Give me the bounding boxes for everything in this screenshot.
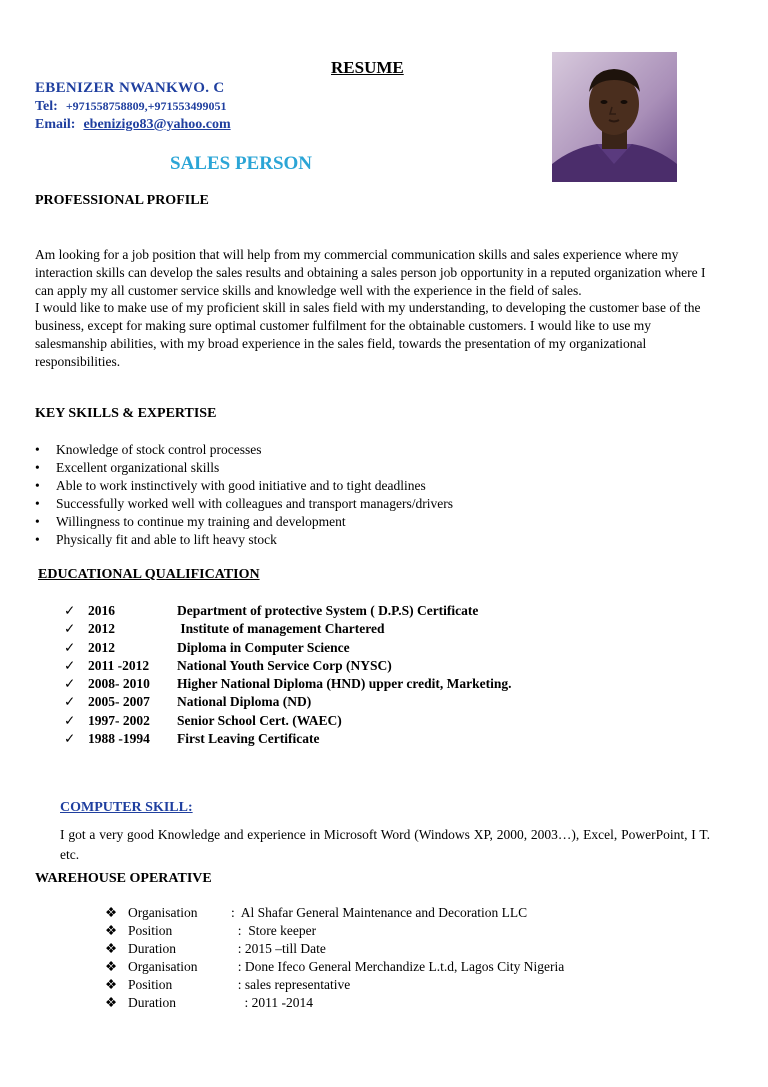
skills-heading: KEY SKILLS & EXPERTISE	[35, 406, 217, 421]
list-item: • Willingness to continue my training and development	[35, 514, 346, 529]
list-item	[64, 712, 512, 730]
list-item: • Physically fit and able to lift heavy stock	[35, 532, 277, 547]
phone-number: +971558758809,+971553499051	[65, 99, 227, 113]
edu-year: 1997- 2002	[88, 712, 150, 728]
edu-year: 2012	[88, 639, 115, 655]
list-item	[105, 904, 564, 922]
edu-year: 1988 -1994	[88, 731, 150, 747]
bullet-icon: •	[35, 532, 40, 547]
resume-title: RESUME	[331, 58, 404, 77]
field-value: : 2015 –till Date	[231, 941, 326, 956]
check-icon: ✓	[64, 712, 76, 728]
edu-title: Institute of management Chartered	[177, 621, 385, 637]
edu-title: Diploma in Computer Science	[177, 639, 350, 655]
profile-heading: PROFESSIONAL PROFILE	[35, 193, 209, 208]
job-title: SALES PERSON	[170, 153, 313, 174]
edu-title: First Leaving Certificate	[177, 731, 320, 747]
email-line	[35, 117, 231, 133]
check-icon: ✓	[64, 731, 76, 747]
email-label: Email:	[35, 117, 76, 132]
edu-year: 2012	[88, 621, 115, 637]
list-item	[64, 657, 512, 675]
field-key: Duration	[128, 995, 176, 1010]
list-item	[105, 994, 564, 1012]
diamond-bullet-icon: ❖	[105, 959, 118, 974]
phone-line	[35, 99, 227, 115]
list-item	[105, 958, 564, 976]
check-icon: ✓	[64, 694, 76, 710]
field-key: Position	[128, 977, 173, 992]
computer-skill-heading: COMPUTER SKILL:	[60, 800, 193, 815]
edu-title: National Youth Service Corp (NYSC)	[177, 657, 392, 673]
profile-paragraph-2: I would like to make use of my proficient skill in sales field with my understanding, to developing the customer base of the business, except for making sure optimal customer fulfilment for the obtainable customers. I would like to use my salesmanship abilities, with my broad experience in the sales field, towards the presentation of my organizational responsibilities.	[35, 300, 701, 369]
profile-text	[35, 246, 725, 371]
edu-title: Senior School Cert. (WAEC)	[177, 712, 342, 728]
bullet-icon: •	[35, 460, 40, 475]
skills-list	[35, 441, 453, 549]
field-value: : Done Ifeco General Merchandize L.t.d, Lagos City Nigeria	[231, 959, 565, 974]
edu-year: 2011 -2012	[88, 657, 150, 673]
check-icon: ✓	[64, 603, 76, 618]
computer-skill-text: I got a very good Knowledge and experience in Microsoft Word (Windows XP, 2000, 2003…), Excel, PowerPoint, I T. etc.	[60, 827, 710, 862]
education-list	[64, 602, 512, 748]
field-key: Organisation	[128, 959, 198, 974]
list-item	[64, 639, 512, 657]
check-icon: ✓	[64, 676, 76, 692]
edu-title: National Diploma (ND)	[177, 694, 312, 710]
field-value: : Store keeper	[231, 923, 317, 938]
diamond-bullet-icon: ❖	[105, 923, 118, 938]
edu-title: Higher National Diploma (HND) upper credit, Marketing.	[177, 676, 512, 692]
list-item	[64, 620, 512, 638]
field-key: Organisation	[128, 905, 198, 920]
list-item	[64, 693, 512, 711]
edu-year: 2008- 2010	[88, 676, 150, 692]
phone-label: Tel:	[35, 99, 58, 114]
warehouse-heading: WAREHOUSE OPERATIVE	[35, 871, 212, 886]
diamond-bullet-icon: ❖	[105, 995, 118, 1010]
check-icon: ✓	[64, 639, 76, 655]
list-item	[64, 675, 512, 693]
check-icon: ✓	[64, 621, 76, 637]
warehouse-list	[105, 904, 564, 1012]
list-item: • Successfully worked well with colleagues and transport managers/drivers	[35, 496, 454, 511]
person-portrait-icon	[552, 52, 677, 182]
field-value: : sales representative	[231, 977, 351, 992]
field-value: : 2011 -2014	[231, 995, 313, 1010]
bullet-icon: •	[35, 514, 40, 529]
field-value: : Al Shafar General Maintenance and Decoration LLC	[231, 905, 528, 920]
list-item	[105, 940, 564, 958]
edu-year: 2005- 2007	[88, 694, 150, 710]
diamond-bullet-icon: ❖	[105, 905, 118, 920]
edu-year: 2016	[88, 603, 115, 618]
list-item	[105, 922, 564, 940]
list-item: • Knowledge of stock control processes	[35, 442, 262, 457]
list-item: • Able to work instinctively with good initiative and to tight deadlines	[35, 478, 426, 493]
bullet-icon: •	[35, 442, 40, 457]
list-item	[105, 976, 564, 994]
field-key: Duration	[128, 941, 176, 956]
bullet-icon: •	[35, 496, 40, 511]
bullet-icon: •	[35, 478, 40, 493]
list-item	[64, 730, 512, 748]
education-heading: EDUCATIONAL QUALIFICATION	[38, 567, 260, 582]
profile-paragraph-1: Am looking for a job position that will help from my commercial communication skills and sales experience where my interaction skills can develop the sales results and obtaining a sales person job opportunity in a reputed organization where I can apply my all customer service skills and knowledge well with the experience in the field of sales.	[35, 247, 706, 298]
list-item: • Excellent organizational skills	[35, 460, 220, 475]
check-icon: ✓	[64, 657, 76, 673]
list-item	[64, 602, 512, 620]
diamond-bullet-icon: ❖	[105, 941, 118, 956]
edu-title: Department of protective System ( D.P.S) Certificate	[177, 603, 479, 618]
email-link[interactable]: ebenizigo83@yahoo.com	[83, 117, 231, 132]
profile-photo	[552, 52, 677, 182]
candidate-name: EBENIZER NWANKWO. C	[35, 80, 225, 96]
field-key: Position	[128, 923, 173, 938]
diamond-bullet-icon: ❖	[105, 977, 118, 992]
